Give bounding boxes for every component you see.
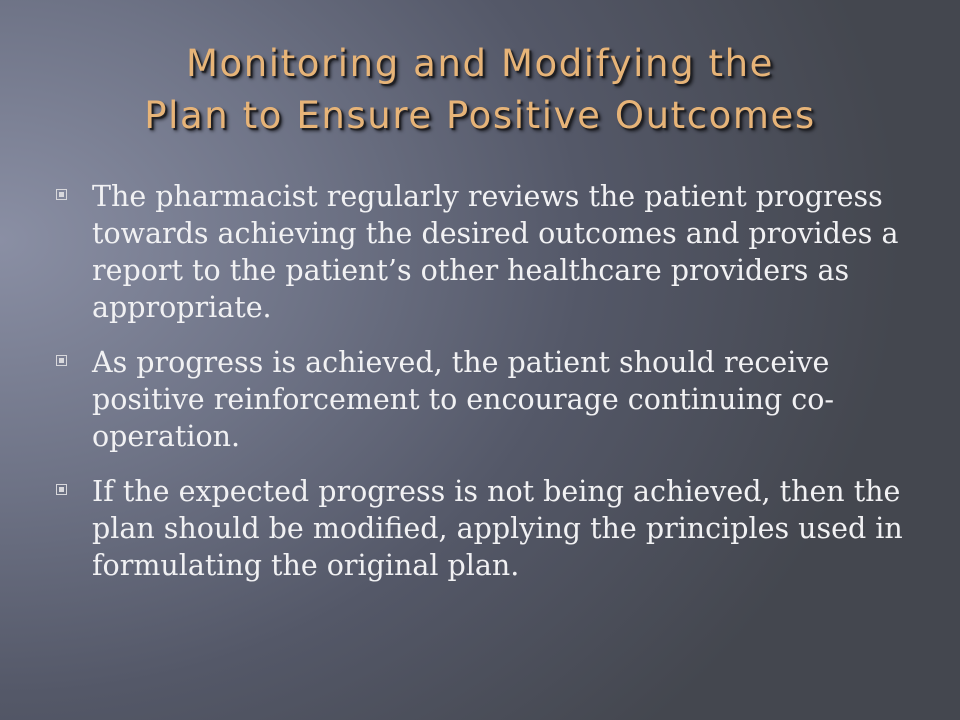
bullet-text-2: As progress is achieved, the patient should receive positive reinforcement to encourage continuing co-operation. [92,346,835,453]
bullet-list [50,178,910,602]
bullet-item-3 [50,473,910,584]
slide-title-line-2: Plan to Ensure Positive Outcomes [144,94,816,137]
bullet-text-1: The pharmacist regularly reviews the patient progress towards achieving the desired outcomes and provides a report to the patient’s other healthcare providers as appropriate. [92,180,899,324]
square-bullet-icon [56,484,67,495]
bullet-text-3: If the expected progress is not being achieved, then the plan should be modified, applying the principles used in formulating the original plan. [92,475,903,582]
slide-title-line-1: Monitoring and Modifying the [185,42,775,85]
bullet-item-2 [50,344,910,455]
bullet-item-1 [50,178,910,326]
square-bullet-icon [56,189,67,200]
slide-title [40,38,920,142]
square-bullet-icon [56,355,67,366]
